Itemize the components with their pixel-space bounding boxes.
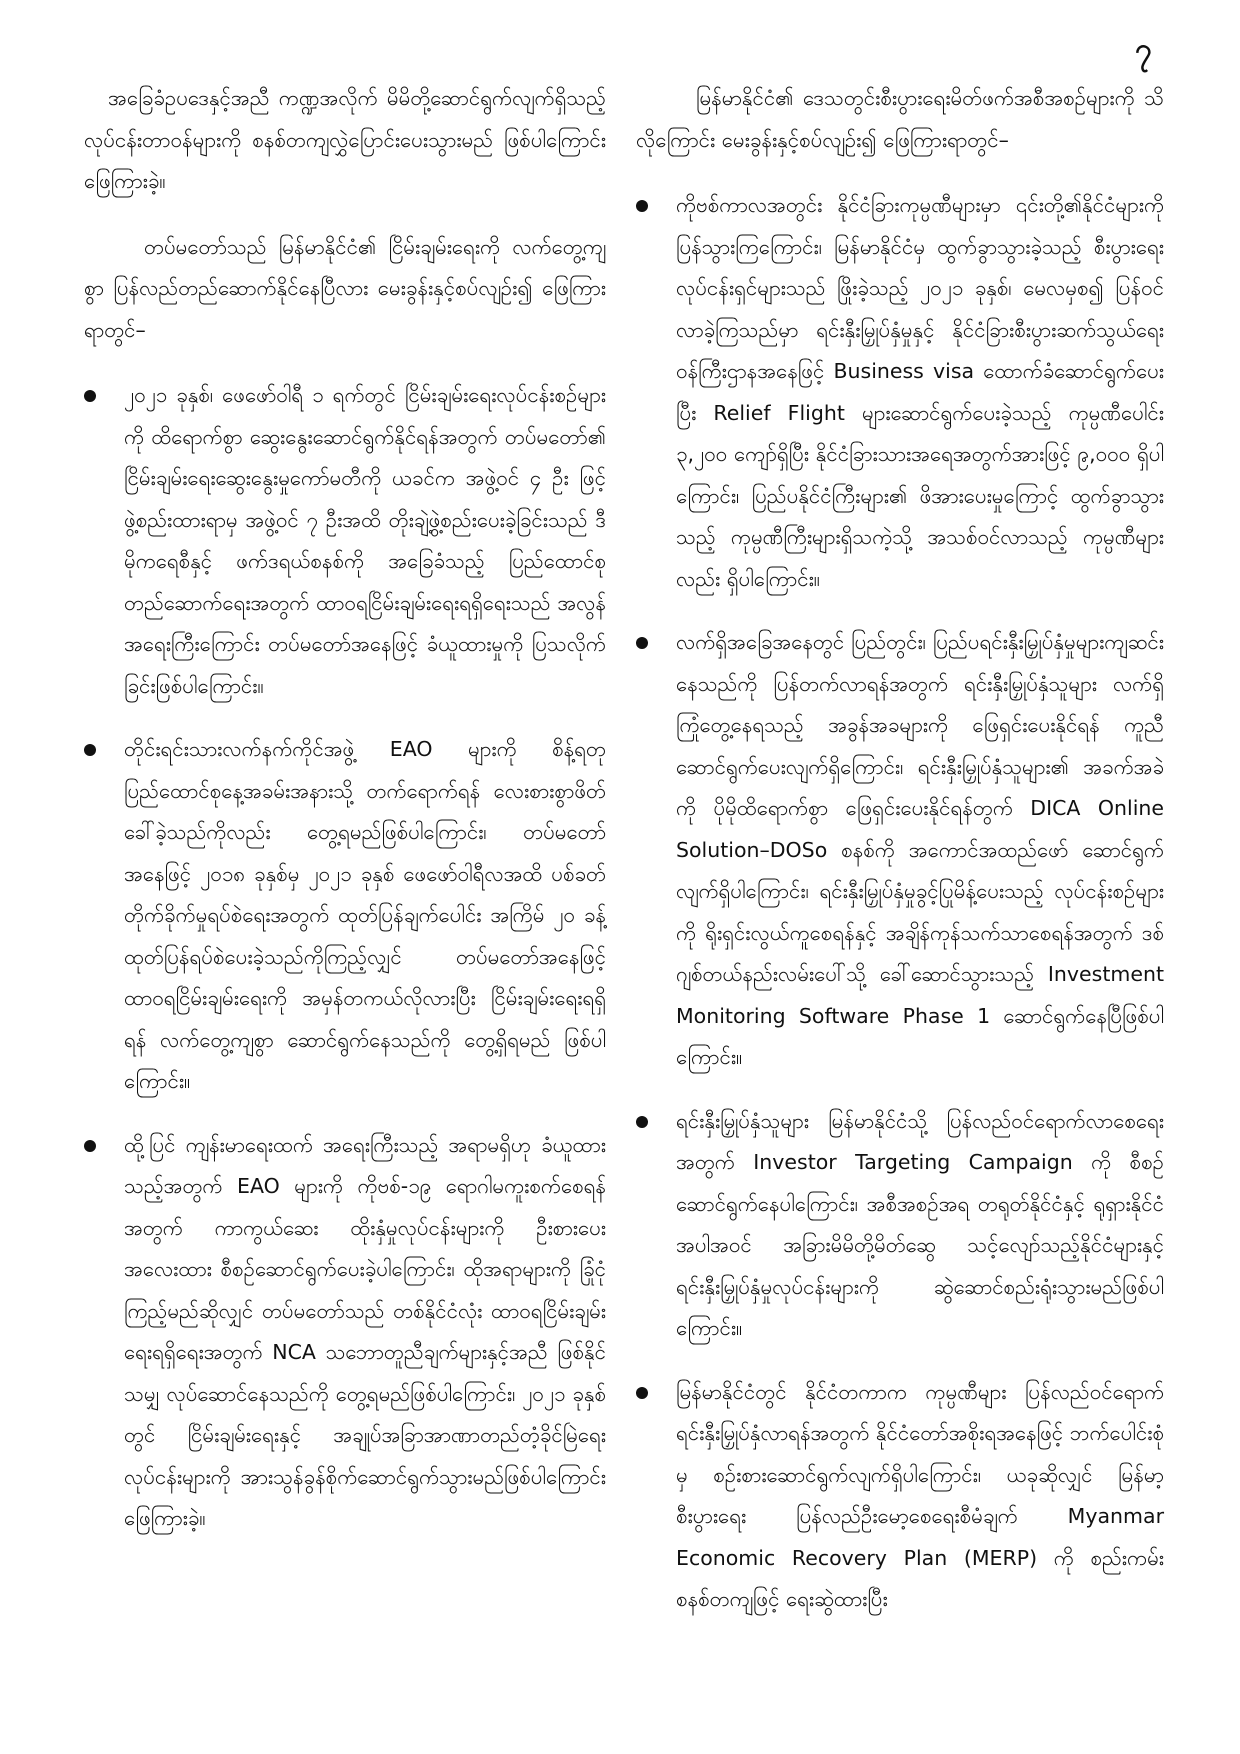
bullet-list (636, 185, 1164, 1621)
page-number: ၇ (1135, 32, 1152, 67)
list-item (84, 375, 606, 707)
bullet-icon (84, 744, 96, 756)
right-column (636, 78, 1164, 1643)
list-item-text: ရင်းနှီးမြှုပ်နှံသူများ မြန်မာနိုင်ငံသို့ ပြန်လည်ဝင်ရောက်လာစေရေးအတွက် Investor Targeting Campaign ကို စီစဉ်ဆောင်ရွက်နေပါကြောင်း၊ အစီအစဉ်အရ တရုတ်နိုင်ငံနှင့် ရုရှားနိုင်ငံအပါအဝင် အခြားမိမိတို့မိတ်ဆွေ သင့်လျော်သည့်နိုင်ငံများနှင့် ရင်းနှီးမြှုပ်နှံမှုလုပ်ငန်းများကို ဆွဲဆောင်စည်းရုံးသွားမည်ဖြစ်ပါကြောင်း။ (676, 1108, 1164, 1340)
question-intro-paragraph: မြန်မာနိုင်ငံ၏ ဒေသတွင်းစီးပွားရေးမိတ်ဖက်အစီအစဉ်များကို သိလိုကြောင်း မေးခွန်းနှင့်စပ်လျဉ်း၍ ဖြေကြားရာတွင်– (636, 86, 1164, 152)
question-intro-paragraph: တပ်မတော်သည် မြန်မာနိုင်ငံ၏ ငြိမ်းချမ်းရေးကို လက်တွေ့ကျစွာ ပြန်လည်တည်ဆောက်နိုင်နေပြီလား မေးခွန်းနှင့်စပ်လျဉ်း၍ ဖြေကြားရာတွင်– (84, 234, 606, 342)
list-item-text: ထို့ပြင် ကျန်းမာရေးထက် အရေးကြီးသည့် အရာမရှိဟု ခံယူထားသည့်အတွက် EAO များကို ကိုဗစ်-၁၉ ရောဂါမကူးစက်စေရန်အတွက် ကာကွယ်ဆေး ထိုးနှံမှုလုပ်ငန်းများကို ဦးစားပေးအလေးထား စီစဉ်ဆောင်ရွက်ပေးခဲ့ပါကြောင်း၊ ထိုအရာများကို ခြုံငုံကြည့်မည်ဆိုလျှင် တပ်မတော်သည် တစ်နိုင်ငံလုံး ထာဝရငြိမ်းချမ်းရေးရရှိရေးအတွက် NCA သဘောတူညီချက်များနှင့်အညီ ဖြစ်နိုင်သမျှ လုပ်ဆောင်နေသည်ကို တွေ့ရမည်ဖြစ်ပါကြောင်း၊ ၂၀၂၁ ခုနှစ်တွင် ငြိမ်းချမ်းရေးနှင့် အချုပ်အခြာအာဏာတည်တံ့ခိုင်မြဲရေးလုပ်ငန်းများကို အားသွန်ခွန်စိုက်ဆောင်ရွက်သွားမည်ဖြစ်ပါကြောင်း ဖြေကြားခဲ့။ (124, 1132, 606, 1530)
list-item-text: လက်ရှိအခြေအနေတွင် ပြည်တွင်း၊ ပြည်ပရင်းနှီးမြှုပ်နှံမှုများကျဆင်းနေသည်ကို ပြန်တက်လာရန်အတွက် ရင်းနှီးမြှုပ်နှံသူများ လက်ရှိကြုံတွေ့နေရသည့် အခွန်အခများကို ဖြေရှင်းပေးနိုင်ရန် ကူညီဆောင်ရွက်ပေးလျက်ရှိကြောင်း၊ ရင်းနှီးမြှုပ်နှံသူများ၏ အခက်အခဲကို ပိုမိုထိရောက်စွာ ဖြေရှင်းပေးနိုင်ရန်တွက် DICA Online Solution–DOSo စနစ်ကို အကောင်အထည်ဖော် ဆောင်ရွက်လျက်ရှိပါကြောင်း၊ ရင်းနှီးမြှုပ်နှံမှုခွင့်ပြုမိန့်ပေးသည့် လုပ်ငန်းစဉ်များကို ရိုးရှင်းလွယ်ကူစေရန်နှင့် အချိန်ကုန်သက်သာစေရန်အတွက် ဒစ်ဂျစ်တယ်နည်းလမ်းပေါ်သို့ ခေါ်ဆောင်သွားသည့် Investment Monitoring Software Phase 1 ဆောင်ရွက်နေပြီဖြစ်ပါကြောင်း။ (676, 630, 1164, 1069)
bullet-icon (636, 200, 648, 212)
list-item (84, 1125, 606, 1540)
list-item (636, 185, 1164, 600)
list-item-text: တိုင်းရင်းသားလက်နက်ကိုင်အဖွဲ့ EAO များကို စိန့်ရတုပြည်ထောင်စုနေ့အခမ်းအနားသို့ တက်ရောက်ရန် လေးစားစွာဖိတ်ခေါ်ခဲ့သည်ကိုလည်း တွေ့ရမည်ဖြစ်ပါကြောင်း၊ တပ်မတော်အနေဖြင့် ၂၀၁၈ ခုနှစ်မှ ၂၀၂၁ ခုနှစ် ဖေဖော်ဝါရီလအထိ ပစ်ခတ်တိုက်ခိုက်မှုရပ်စဲရေးအတွက် ထုတ်ပြန်ချက်ပေါင်း အကြိမ် ၂၀ ခန့် ထုတ်ပြန်ရပ်စဲပေးခဲ့သည်ကိုကြည့်လျှင် တပ်မတော်အနေဖြင့် ထာဝရငြိမ်းချမ်းရေးကို အမှန်တကယ်လိုလားပြီး ငြိမ်းချမ်းရေးရရှိရန် လက်တွေ့ကျစွာ ဆောင်ရွက်နေသည်ကို တွေ့ရှိရမည် ဖြစ်ပါကြောင်း။ (124, 737, 606, 1093)
continuation-paragraph: အခြေခံဥပဒေနှင့်အညီ ကဏ္ဍအလိုက် မိမိတို့ဆောင်ရွက်လျက်ရှိသည့် လုပ်ငန်းတာဝန်များကို စနစ်တကျလွှဲပြောင်းပေးသွားမည် ဖြစ်ပါကြောင်းဖြေကြားခဲ့။ (84, 86, 606, 193)
list-item (636, 1101, 1164, 1350)
bullet-icon (636, 1387, 648, 1399)
bullet-icon (636, 637, 648, 649)
list-item (84, 729, 606, 1103)
list-item-text: မြန်မာနိုင်ငံတွင် နိုင်ငံတကာက ကုမ္ပဏီများ ပြန်လည်ဝင်ရောက် ရင်းနှီးမြှုပ်နှံလာရန်အတွက် နိုင်ငံတော်အစိုးရအနေဖြင့် ဘက်ပေါင်းစုံမှ စဉ်းစားဆောင်ရွက်လျက်ရှိပါကြောင်း၊ ယခုဆိုလျှင် မြန်မာ့စီးပွားရေး ပြန်လည်ဦးမော့စေရေးစီမံချက် Myanmar Economic Recovery Plan (MERP) ကို စည်းကမ်းစနစ်တကျဖြင့် ရေးဆွဲထားပြီး (676, 1379, 1164, 1611)
list-item-text: ကိုဗစ်ကာလအတွင်း နိုင်ငံခြားကုမ္ပဏီများမှာ ၎င်းတို့၏နိုင်ငံများကို ပြန်သွားကြကြောင်း၊ မြန်မာနိုင်ငံမှ ထွက်ခွာသွားခဲ့သည့် စီးပွားရေးလုပ်ငန်းရှင်များသည် ဖြိုးခဲ့သည့် ၂၀၂၁ ခုနှစ်၊ မေလမှစ၍ ပြန်ဝင်လာခဲ့ကြသည်မှာ ရင်းနှီးမြှုပ်နှံမှုနှင့် နိုင်ငံခြားစီးပွားဆက်သွယ်ရေးဝန်ကြီးဌာနအနေဖြင့် Business visa ထောက်ခံဆောင်ရွက်ပေးပြီး Relief Flight များဆောင်ရွက်ပေးခဲ့သည့် ကုမ္ပဏီပေါင်း ၃,၂၀၀ ကျော်ရှိပြီး နိုင်ငံခြားသားအရေအတွက်အားဖြင့် ၉,၀၀၀ ရှိပါကြောင်း၊ ပြည်ပနိုင်ငံကြီးများ၏ ဖိအားပေးမှုကြောင့် ထွက်ခွာသွားသည့် ကုမ္ပဏီကြီးများရှိသကဲ့သို့ အသစ်ဝင်လာသည့် ကုမ္ပဏီများလည်း ရှိပါကြောင်း။ (676, 193, 1164, 591)
bullet-icon (636, 1116, 648, 1128)
left-column (84, 78, 606, 1562)
bullet-list (84, 375, 606, 1540)
bullet-icon (84, 390, 96, 402)
list-item-text: ၂၀၂၁ ခုနှစ်၊ ဖေဖော်ဝါရီ ၁ ရက်တွင် ငြိမ်းချမ်းရေးလုပ်ငန်းစဉ်များကို ထိရောက်စွာ ဆွေးနွေးဆောင်ရွက်နိုင်ရန်အတွက် တပ်မတော်၏ ငြိမ်းချမ်းရေးဆွေးနွေးမှုကော်မတီကို ယခင်က အဖွဲ့ဝင် ၄ ဦး ဖြင့် ဖွဲ့စည်းထားရာမှ အဖွဲ့ဝင် ၇ ဦးအထိ တိုးချဲ့ဖွဲ့စည်းပေးခဲ့ခြင်းသည် ဒီမိုကရေစီနှင့် ဖက်ဒရယ်စနစ်ကို အခြေခံသည့် ပြည်ထောင်စုတည်ဆောက်ရေးအတွက် ထာဝရငြိမ်းချမ်းရေးရရှိရေးသည် အလွန်အရေးကြီးကြောင်း တပ်မတော်အနေဖြင့် ခံယူထားမှုကို ပြသလိုက်ခြင်းဖြစ်ပါကြောင်း။ (124, 383, 606, 698)
list-item (636, 1372, 1164, 1621)
list-item (636, 622, 1164, 1079)
bullet-icon (84, 1140, 96, 1152)
